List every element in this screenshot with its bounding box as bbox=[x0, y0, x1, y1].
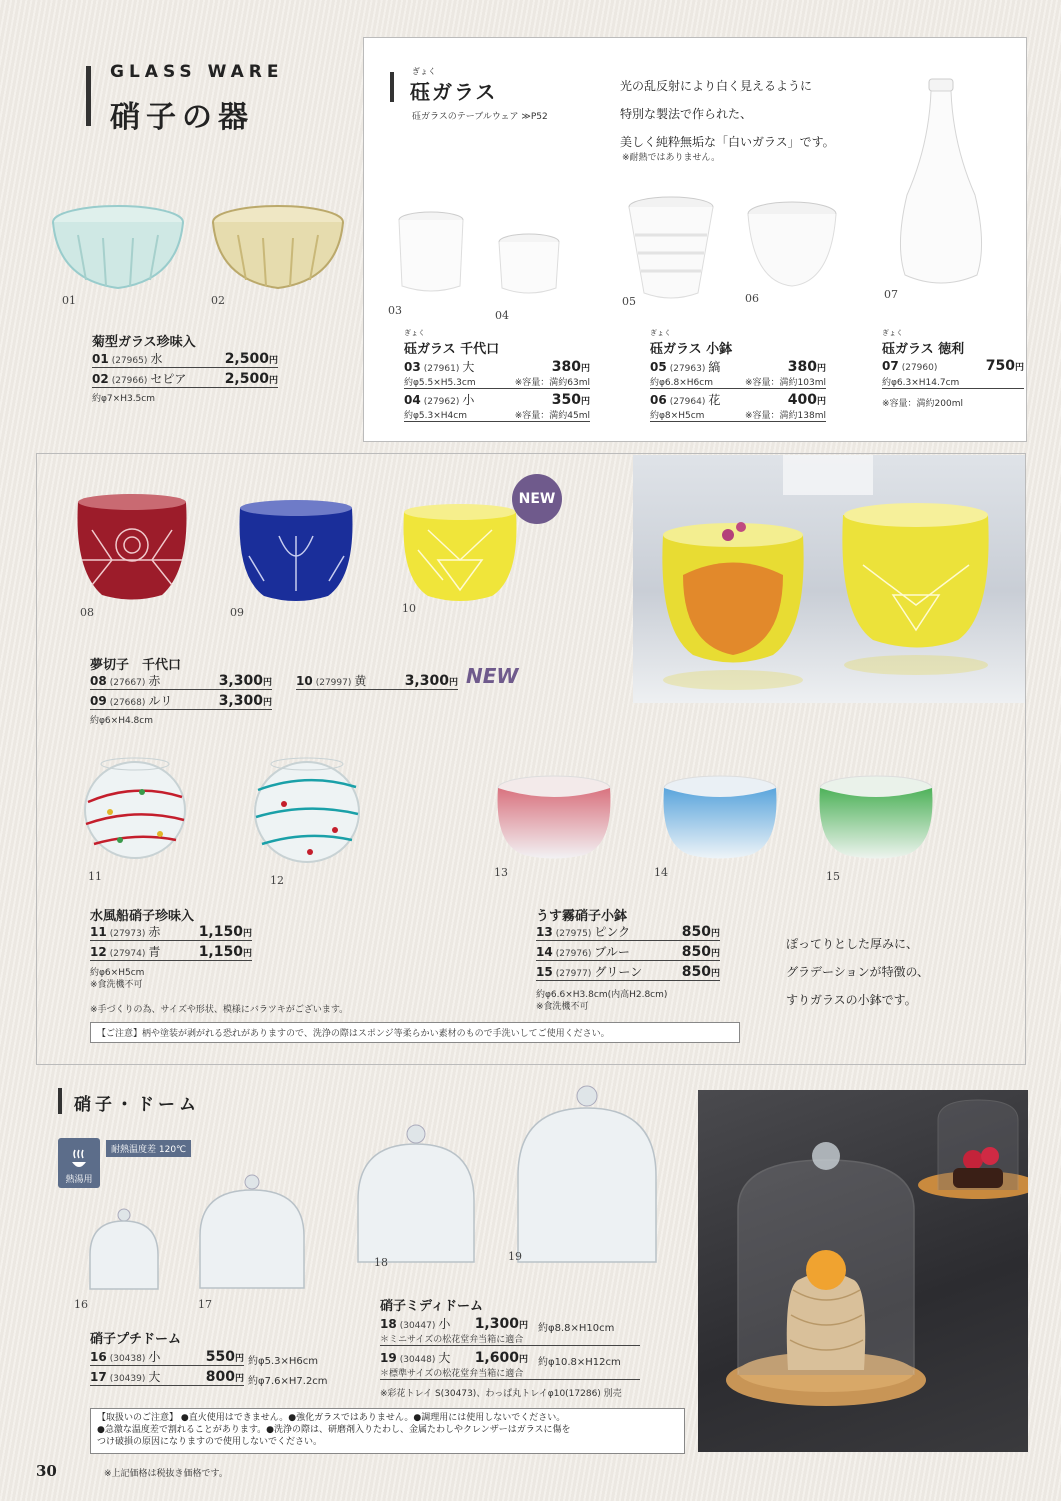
size-text: 約φ7.6×H7.2cm bbox=[248, 1376, 328, 1387]
price-row: 05 (27963) 縞 380円 bbox=[650, 359, 826, 375]
kiriko-yellow-image bbox=[398, 500, 523, 605]
section-title: 硝子・ドーム bbox=[74, 1095, 200, 1115]
price-row: 15 (27977) グリーン 850円 bbox=[536, 964, 720, 980]
caution-box: 【ご注意】柄や塗装が剥がれる恐れがありますので、洗浄の際はスポンジ等柔らかい素材のもので手洗いしてご使用ください。 bbox=[90, 1022, 740, 1043]
item-number: 18 bbox=[374, 1256, 388, 1269]
section-bar bbox=[390, 72, 394, 102]
size-text: 約φ6×H5cm bbox=[90, 968, 145, 978]
size-text: 約φ7×H3.5cm bbox=[92, 394, 156, 404]
size-row: 約φ8×H5cm ※容量：満約138ml bbox=[650, 408, 826, 422]
product-title: 砡ガラス 小鉢 bbox=[650, 342, 733, 357]
page-number: 30 bbox=[36, 1462, 57, 1480]
petit-dome-small-image bbox=[84, 1205, 164, 1295]
price-row: 11 (27973) 赤 1,150円 bbox=[90, 924, 252, 940]
price-row: 02 (27966) セピア 2,500円 bbox=[92, 371, 278, 387]
kiri-bowl-pink-image bbox=[494, 770, 614, 865]
note-text: ＊標準サイズの松花堂弁当箱に適合 bbox=[380, 1366, 640, 1380]
size-text: 約φ8.8×H10cm bbox=[538, 1323, 615, 1334]
size-row: 約φ5.3×H4cm ※容量：満約45ml bbox=[404, 408, 590, 422]
size-row: 約φ5.5×H5.3cm ※容量：満約63ml bbox=[404, 375, 590, 389]
item-number: 14 bbox=[654, 866, 668, 879]
new-badge: NEW bbox=[512, 474, 562, 524]
item-number: 10 bbox=[402, 602, 416, 615]
price-row: 07 (27960) 750円 bbox=[882, 358, 1024, 374]
product-title: 砡ガラス 千代口 bbox=[404, 342, 500, 357]
note-text: ＊ミニサイズの松花堂弁当箱に適合 bbox=[380, 1332, 640, 1346]
tax-note: ※上記価格は税抜き価格です。 bbox=[104, 1469, 228, 1479]
kiku-bowl-sepia-image bbox=[208, 200, 348, 295]
price-row: 14 (27976) ブルー 850円 bbox=[536, 944, 720, 960]
fusen-blue-image bbox=[250, 752, 365, 867]
kobachi-stripe-image bbox=[626, 195, 716, 305]
price-row: 06 (27964) 花 400円 bbox=[650, 392, 826, 408]
size-text: 約φ6×H4.8cm bbox=[90, 716, 154, 726]
page-title: 硝子の器 bbox=[110, 100, 254, 135]
item-number: 11 bbox=[88, 870, 102, 883]
ruby-text: ぎょく bbox=[882, 329, 903, 337]
handmade-note: ※手づくりの為、サイズや形状、模様にバラツキがございます。 bbox=[90, 1005, 349, 1015]
item-number: 05 bbox=[622, 295, 636, 308]
dome-photo bbox=[698, 1090, 1028, 1452]
price-row: 09 (27668) ルリ 3,300円 bbox=[90, 693, 272, 709]
product-title: 夢切子 千代口 bbox=[90, 658, 182, 673]
item-number: 03 bbox=[388, 304, 402, 317]
ruby-text: ぎょく bbox=[650, 329, 671, 337]
product-title: 硝子プチドーム bbox=[90, 1332, 182, 1347]
capacity-text: ※容量：満約200ml bbox=[882, 399, 963, 409]
price-row: 17 (30439) 大 800円 bbox=[90, 1369, 244, 1385]
price-row: 13 (27975) ピンク 850円 bbox=[536, 924, 720, 940]
item-number: 09 bbox=[230, 606, 244, 619]
product-title: うす霧硝子小鉢 bbox=[536, 909, 628, 924]
item-number: 12 bbox=[270, 874, 284, 887]
kiri-bowl-blue-image bbox=[660, 770, 780, 865]
section-bar bbox=[58, 1088, 62, 1114]
price-row: 04 (27962) 小 350円 bbox=[404, 392, 590, 408]
hot-water-icon bbox=[66, 1148, 92, 1172]
product-title: 菊型ガラス珍味入 bbox=[92, 335, 196, 350]
item-number: 01 bbox=[62, 294, 76, 307]
item-number: 07 bbox=[884, 288, 898, 301]
heat-water-badge: 熱湯用 bbox=[58, 1138, 100, 1188]
kiriko-blue-image bbox=[234, 496, 359, 606]
header-bar bbox=[86, 66, 91, 126]
price-row: 19 (30448) 大 1,600円 bbox=[380, 1350, 528, 1366]
chiyoguchi-large-image bbox=[396, 210, 466, 295]
item-number: 13 bbox=[494, 866, 508, 879]
price-row: 01 (27965) 水 2,500円 bbox=[92, 351, 278, 367]
new-label: NEW bbox=[466, 664, 519, 688]
sekki-description: 光の乱反射により白く見えるように 特別な製法で作られた、 美しく純粋無垢な「白いガラス」です。 bbox=[620, 79, 835, 149]
price-row: 12 (27974) 青 1,150円 bbox=[90, 944, 252, 960]
product-title: 砡ガラス 徳利 bbox=[882, 342, 965, 357]
midi-dome-large-image bbox=[512, 1080, 662, 1270]
price-row: 03 (27961) 大 380円 bbox=[404, 359, 590, 375]
item-number: 16 bbox=[74, 1298, 88, 1311]
kiku-bowl-clear-image bbox=[48, 200, 188, 295]
fusen-red-image bbox=[80, 752, 190, 862]
tokkuri-image bbox=[895, 75, 987, 295]
price-row: 10 (27997) 黄 3,300円 bbox=[296, 673, 458, 689]
size-text: 約φ5.3×H6cm bbox=[248, 1356, 318, 1367]
size-row: 約φ6.3×H14.7cm bbox=[882, 375, 1024, 389]
item-number: 02 bbox=[211, 294, 225, 307]
tray-note: ※彩花トレイ S(30473)、わっぱ丸トレイφ10(17286) 別売 bbox=[380, 1389, 622, 1399]
item-number: 19 bbox=[508, 1250, 522, 1263]
item-number: 06 bbox=[745, 292, 759, 305]
note-text: ※食洗機不可 bbox=[536, 1002, 589, 1012]
header-en-title: GLASS WARE bbox=[110, 62, 284, 82]
heat-temp-label: 耐熱温度差 120℃ bbox=[106, 1140, 191, 1157]
item-number: 08 bbox=[80, 606, 94, 619]
note-text: ※耐熱ではありません。 bbox=[622, 153, 721, 163]
product-title: 水風船硝子珍味入 bbox=[90, 909, 195, 924]
kobachi-flower-image bbox=[745, 200, 840, 290]
section-title: 砡ガラス bbox=[410, 80, 498, 104]
handling-caution-box: 【取扱いのご注意】 ●直火使用はできません。●強化ガラスではありません。●調理用には使用しないでください。 ●急激な温度差で割れることがあります。●洗浄の際は、研磨剤入りたわし、金属たわしやクレンザーはガラスに傷を つけ破損の原因になりますので使用しないでください。 bbox=[90, 1408, 685, 1454]
size-row: 約φ6.8×H6cm ※容量：満約103ml bbox=[650, 375, 826, 389]
kiriko-red-image bbox=[72, 490, 192, 605]
note-text: ※食洗機不可 bbox=[90, 980, 143, 990]
page-reference: 砡ガラスのテーブルウェア ≫P52 bbox=[412, 112, 548, 122]
product-title: 硝子ミディドーム bbox=[380, 1299, 483, 1314]
midi-dome-small-image bbox=[352, 1120, 480, 1270]
size-text: 約φ6.6×H3.8cm(内高H2.8cm) bbox=[536, 990, 668, 1000]
petit-dome-large-image bbox=[194, 1170, 310, 1295]
item-number: 04 bbox=[495, 309, 509, 322]
kiriko-photo bbox=[633, 455, 1025, 703]
price-row: 08 (27667) 赤 3,300円 bbox=[90, 673, 272, 689]
ruby-text: ぎょく bbox=[412, 67, 436, 76]
ruby-text: ぎょく bbox=[404, 329, 425, 337]
kiri-description: ぽってりとした厚みに、 グラデーションが特徴の、 すりガラスの小鉢です。 bbox=[786, 937, 930, 1007]
size-text: 約φ10.8×H12cm bbox=[538, 1357, 621, 1368]
chiyoguchi-small-image bbox=[496, 232, 562, 297]
price-row: 16 (30438) 小 550円 bbox=[90, 1349, 244, 1365]
item-number: 17 bbox=[198, 1298, 212, 1311]
kiri-bowl-green-image bbox=[816, 770, 936, 865]
item-number: 15 bbox=[826, 870, 840, 883]
price-row: 18 (30447) 小 1,300円 bbox=[380, 1316, 528, 1332]
